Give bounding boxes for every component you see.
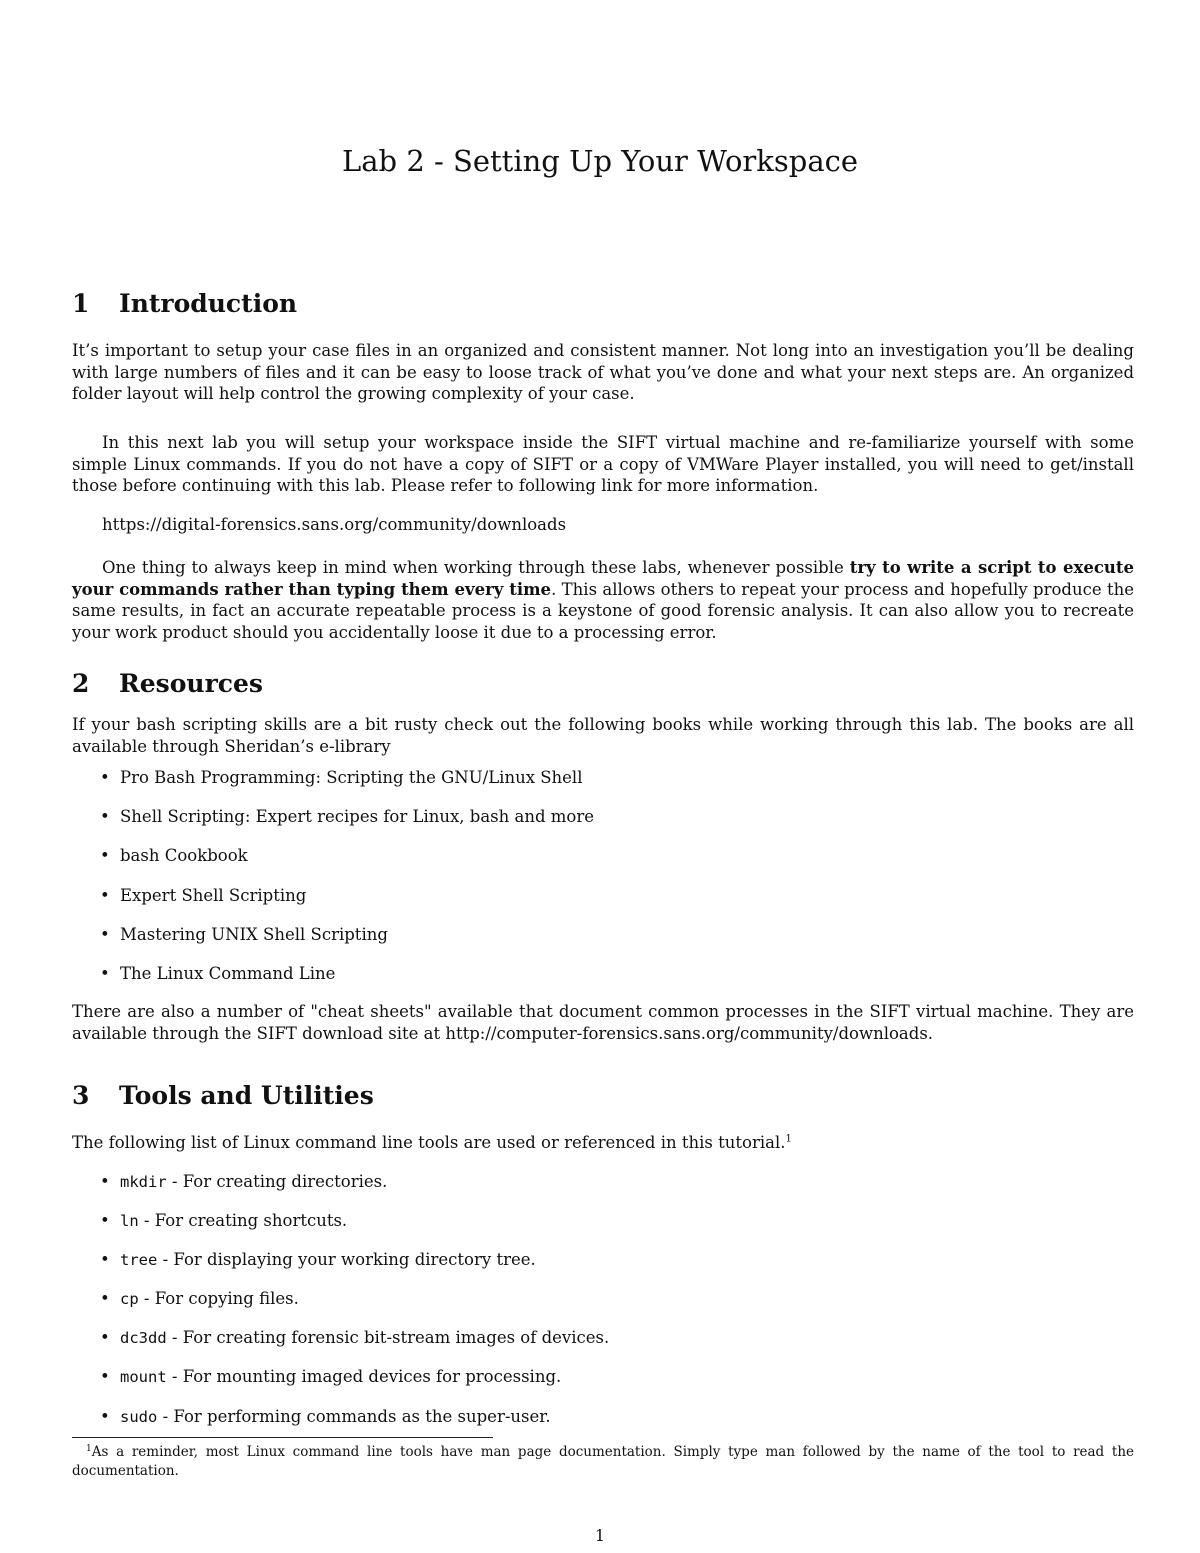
page-number: 1 — [594, 1526, 606, 1545]
resources-outro: There are also a number of "cheat sheets" available that document common processes in the SIFT virtual machine. They are available through the SIFT download site at http://computer-forensics.sans.org/community/downloads. — [72, 1002, 1134, 1043]
section-title: Resources — [119, 669, 263, 698]
book-list — [72, 767, 594, 1002]
intro-paragraph-2: In this next lab you will setup your workspace inside the SIFT virtual machine and re-familiarize yourself with some simple Linux commands. If you do not have a copy of SIFT or a copy of VMWare Player installed, you will need to get/install those before continuing with this lab. Please refer to following link for more information. — [72, 433, 1134, 495]
bullet-icon: • — [100, 1406, 110, 1426]
tool-command: sudo — [120, 1407, 158, 1426]
book-title: bash Cookbook — [120, 846, 248, 866]
list-item — [72, 806, 594, 845]
tool-command: cp — [120, 1290, 139, 1309]
list-item — [72, 767, 594, 806]
section-heading-tools — [72, 1080, 374, 1112]
tool-description: - For mounting imaged devices for processing. — [166, 1367, 562, 1387]
book-title: Mastering UNIX Shell Scripting — [120, 924, 388, 944]
bullet-icon: • — [100, 885, 110, 905]
section-number: 1 — [72, 289, 90, 318]
book-title: The Linux Command Line — [120, 963, 336, 983]
list-item — [72, 1406, 609, 1445]
tool-command: mkdir — [120, 1173, 167, 1191]
list-item — [72, 845, 594, 884]
bullet-icon: • — [100, 846, 110, 866]
list-item — [72, 1366, 609, 1405]
list-item — [72, 1171, 609, 1210]
list-item — [72, 1327, 609, 1366]
tools-intro-text: The following list of Linux command line tools are used or referenced in this tutorial. — [72, 1133, 786, 1152]
bullet-icon: • — [100, 963, 110, 983]
bullet-icon: • — [100, 1367, 110, 1387]
tool-command: ln — [120, 1212, 139, 1231]
list-item — [72, 924, 594, 963]
list-item — [72, 1249, 609, 1288]
resources-intro: If your bash scripting skills are a bit rusty check out the following books while working through this lab. The books are all available through Sheridan’s e-library — [72, 715, 1134, 756]
bullet-icon: • — [100, 1250, 110, 1270]
book-title: Pro Bash Programming: Scripting the GNU/Linux Shell — [120, 768, 583, 787]
book-title: Expert Shell Scripting — [120, 885, 307, 905]
section-heading-resources — [72, 668, 263, 700]
tool-description: - For performing commands as the super-user. — [157, 1406, 551, 1426]
list-item — [72, 1288, 609, 1327]
footnote — [72, 1443, 1134, 1481]
bullet-icon: • — [100, 1328, 110, 1348]
footnote-text: As a reminder, most Linux command line tools have man page documentation. Simply type man followed by the name of the tool to read the documentation. — [72, 1444, 1134, 1479]
tool-description: - For displaying your working directory tree. — [157, 1250, 536, 1270]
list-item — [72, 1210, 609, 1249]
tool-command: tree — [120, 1251, 158, 1270]
tool-command: dc3dd — [120, 1329, 167, 1348]
bullet-icon: • — [100, 1289, 110, 1309]
footnote-reference[interactable]: 1 — [785, 1133, 792, 1145]
bullet-icon: • — [100, 768, 110, 787]
paragraph-rest: . This allows others to repeat your process and hopefully produce the same results, in fact an accurate repeatable process is a keystone of good forensic analysis. It can also allow you to recreate your work product should you accidentally loose it due to a processing error. — [72, 579, 1134, 642]
list-item — [72, 963, 594, 1002]
sift-download-link[interactable]: https://digital-forensics.sans.org/community/downloads — [102, 515, 567, 534]
section-heading-introduction — [72, 288, 297, 320]
bullet-icon: • — [100, 807, 110, 827]
tool-list — [72, 1171, 609, 1445]
tool-command: mount — [120, 1368, 167, 1387]
document-title: Lab 2 - Setting Up Your Workspace — [341, 144, 859, 178]
bullet-icon: • — [100, 1211, 110, 1231]
section-title: Introduction — [119, 289, 298, 318]
tool-description: - For creating shortcuts. — [138, 1211, 348, 1231]
footnote-divider — [72, 1437, 493, 1438]
bullet-icon: • — [100, 1172, 110, 1191]
intro-paragraph-3 — [72, 557, 1134, 643]
list-item — [72, 885, 594, 924]
paragraph-lead: One thing to always keep in mind when working through these labs, whenever possible — [102, 558, 850, 577]
tools-intro — [72, 1132, 1134, 1154]
section-number: 2 — [72, 669, 90, 698]
tool-description: - For creating directories. — [166, 1172, 388, 1191]
script-emphasis: try to write a script to execute your commands rather than typing them every time — [72, 558, 1134, 599]
tool-description: - For creating forensic bit-stream images of devices. — [166, 1328, 610, 1348]
footnote-mark: 1 — [86, 1443, 92, 1454]
bullet-icon: • — [100, 924, 110, 944]
section-number: 3 — [72, 1081, 90, 1110]
tool-description: - For copying files. — [138, 1289, 299, 1309]
book-title: Shell Scripting: Expert recipes for Linux, bash and more — [120, 807, 595, 827]
intro-paragraph-1: It’s important to setup your case files in an organized and consistent manner. Not long into an investigation you’ll be dealing with large numbers of files and it can be easy to loose track of what you’ve done and what your next steps are. An organized folder layout will help control the growing complexity of your case. — [72, 341, 1134, 403]
section-title: Tools and Utilities — [119, 1081, 374, 1110]
